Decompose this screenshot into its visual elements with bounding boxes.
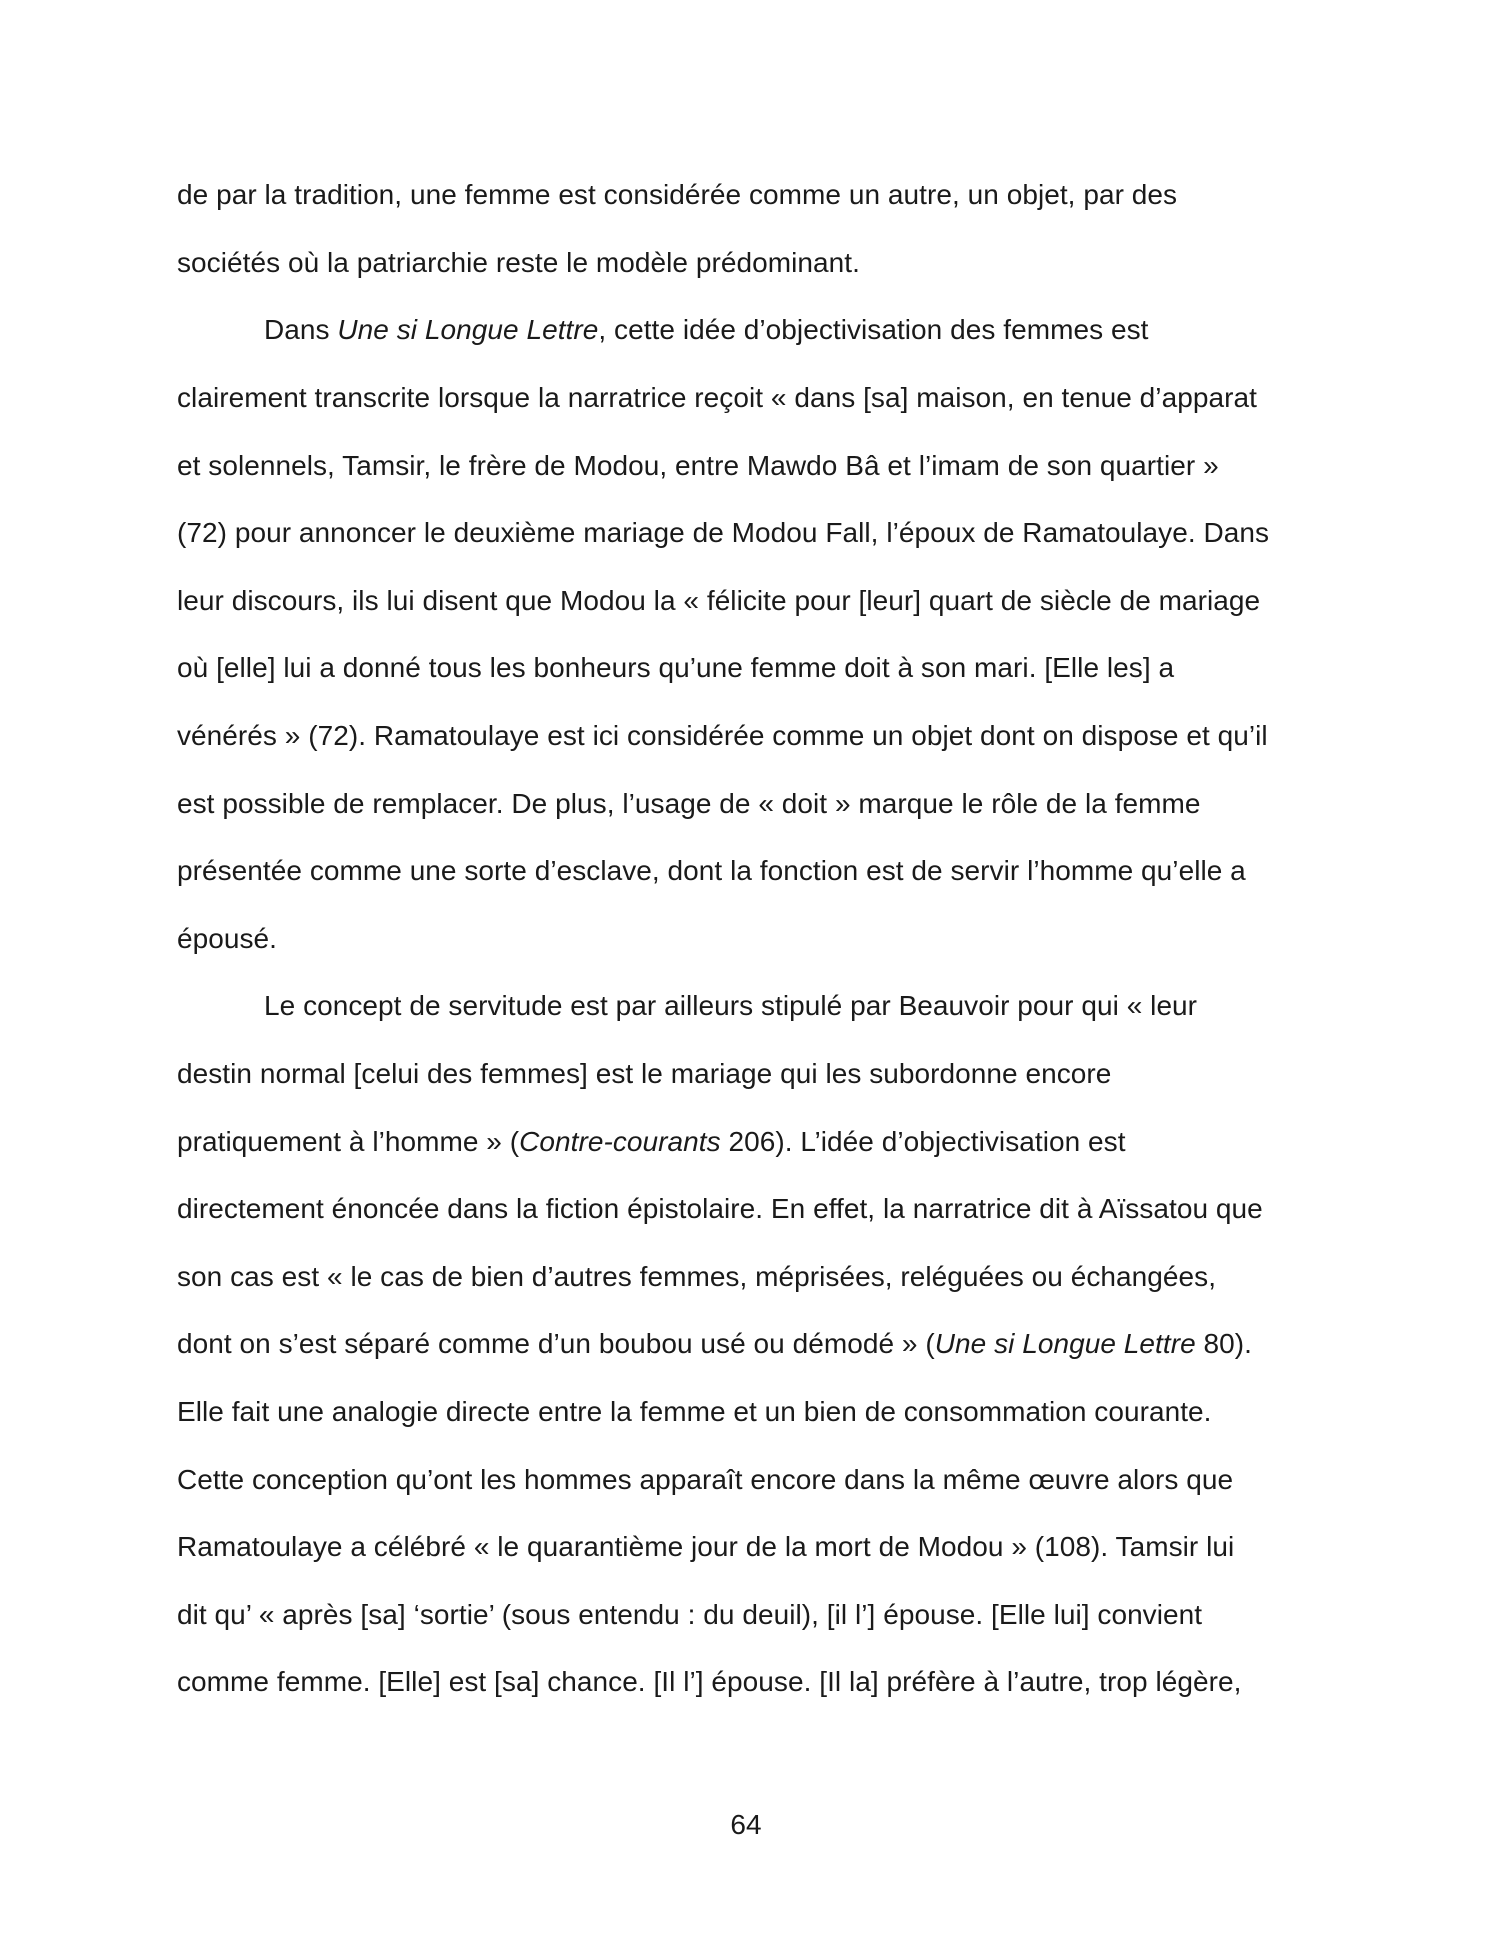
text-line: Dans Une si Longue Lettre, cette idée d’objectivisation des femmes est <box>264 314 1149 345</box>
book-title: Une si Longue Lettre <box>337 314 599 345</box>
text-line: vénérés » (72). Ramatoulaye est ici considérée comme un objet dont on dispose et qu’il <box>177 720 1268 751</box>
text-line: (72) pour annoncer le deuxième mariage de Modou Fall, l’époux de Ramatoulaye. Dans <box>177 517 1270 548</box>
text-line: de par la tradition, une femme est considérée comme un autre, un objet, par des <box>177 179 1178 210</box>
text-line: destin normal [celui des femmes] est le mariage qui les subordonne encore <box>177 1058 1112 1089</box>
text-line: dit qu’ « après [sa] ‘sortie’ (sous entendu : du deuil), [il l’] épouse. [Elle lui] convient <box>177 1599 1203 1630</box>
text-line: où [elle] lui a donné tous les bonheurs qu’une femme doit à son mari. [Elle les] a <box>177 652 1175 683</box>
text-line: comme femme. [Elle] est [sa] chance. [Il l’] épouse. [Il la] préfère à l’autre, trop légère, <box>177 1666 1242 1697</box>
page-number: 64 <box>730 1809 762 1840</box>
text-line: clairement transcrite lorsque la narratrice reçoit « dans [sa] maison, en tenue d’apparat <box>177 382 1257 413</box>
text-line: est possible de remplacer. De plus, l’usage de « doit » marque le rôle de la femme <box>177 788 1201 819</box>
text-line: leur discours, ils lui disent que Modou la « félicite pour [leur] quart de siècle de mariage <box>177 585 1261 616</box>
book-title: Contre-courants <box>519 1126 721 1157</box>
text-line: et solennels, Tamsir, le frère de Modou, entre Mawdo Bâ et l’imam de son quartier » <box>177 450 1219 481</box>
text-line: Cette conception qu’ont les hommes apparaît encore dans la même œuvre alors que <box>177 1464 1234 1495</box>
text-line: Ramatoulaye a célébré « le quarantième jour de la mort de Modou » (108). Tamsir lui <box>177 1531 1235 1562</box>
text-line: épousé. <box>177 923 277 954</box>
text-line: Le concept de servitude est par ailleurs stipulé par Beauvoir pour qui « leur <box>264 990 1198 1021</box>
text-line: pratiquement à l’homme » (Contre-courants 206). L’idée d’objectivisation est <box>177 1126 1126 1157</box>
text-line: présentée comme une sorte d’esclave, dont la fonction est de servir l’homme qu’elle a <box>177 855 1246 886</box>
text-line: dont on s’est séparé comme d’un boubou usé ou démodé » (Une si Longue Lettre 80). <box>177 1328 1252 1359</box>
text-line: son cas est « le cas de bien d’autres femmes, méprisées, reléguées ou échangées, <box>177 1261 1217 1292</box>
text-line: sociétés où la patriarchie reste le modèle prédominant. <box>177 247 860 278</box>
book-title: Une si Longue Lettre <box>934 1328 1196 1359</box>
text-line: directement énoncée dans la fiction épistolaire. En effet, la narratrice dit à Aïssatou que <box>177 1193 1263 1224</box>
text-line: Elle fait une analogie directe entre la femme et un bien de consommation courante. <box>177 1396 1212 1427</box>
